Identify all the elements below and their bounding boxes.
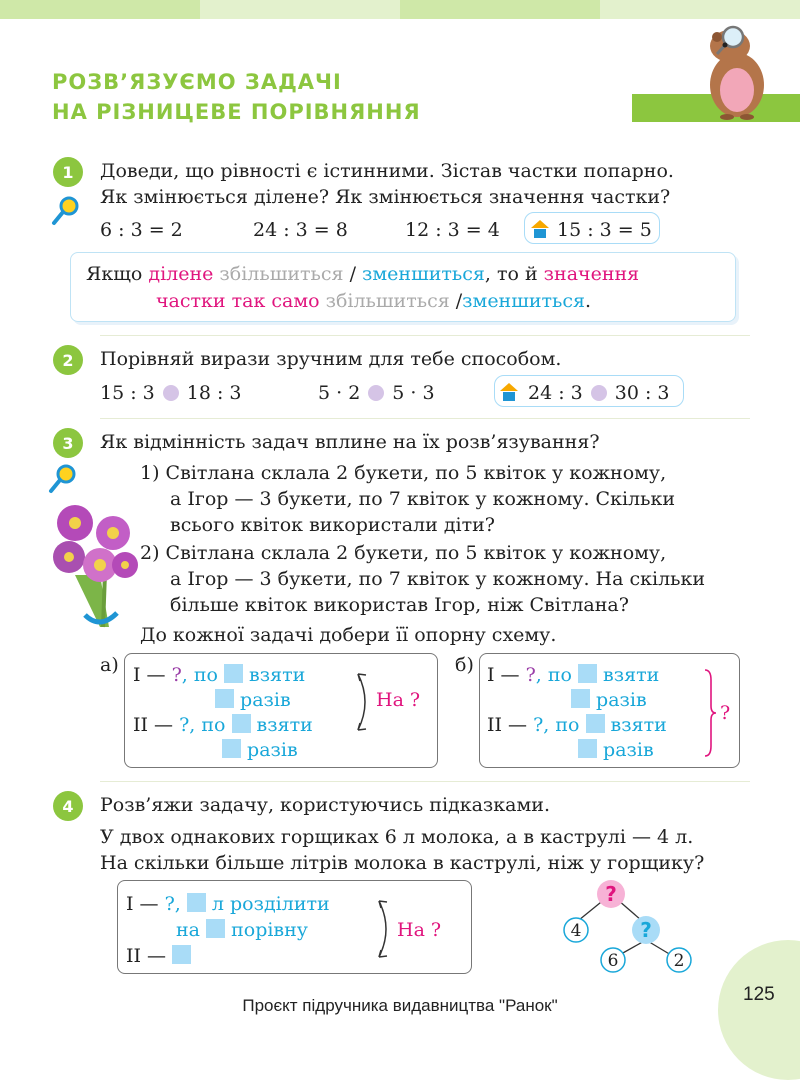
blank-box[interactable] [224, 664, 243, 683]
compare-placeholder[interactable] [368, 385, 384, 401]
top-bar-segment [200, 0, 400, 19]
unknown-mark: ? [164, 893, 175, 915]
capybara-mascot [695, 20, 775, 120]
scheme-row [126, 945, 191, 967]
top-bar-segment [400, 0, 600, 19]
scheme-text: ІІ — [133, 714, 180, 736]
scheme-row [176, 919, 308, 941]
scheme-row [215, 689, 291, 711]
page-number: 125 [743, 984, 775, 1005]
page-title-line1: РОЗВ’ЯЗУЄМО ЗАДАЧІ [52, 70, 342, 94]
blank-box[interactable] [232, 714, 251, 733]
compare-placeholder[interactable] [163, 385, 179, 401]
blank-box[interactable] [578, 739, 597, 758]
equation: 24 : 3 = 8 [253, 219, 348, 241]
rule-text: Якщо [86, 263, 149, 285]
scheme-text: І — [133, 664, 172, 686]
scheme-text: разів [596, 689, 647, 711]
scheme-text: разів [603, 739, 654, 761]
task-number-badge: 2 [53, 345, 83, 375]
rule-line1 [86, 263, 639, 285]
magnifier-icon [50, 195, 80, 229]
rule-text: частки так само [156, 290, 320, 312]
expression: 15 : 3 [100, 382, 155, 404]
compare-placeholder[interactable] [591, 385, 607, 401]
task-number-badge: 3 [53, 428, 83, 458]
top-bar-segment [0, 0, 200, 19]
scheme-text: І — [126, 893, 165, 915]
divider [100, 335, 750, 336]
problem1-line2: а Ігор — 3 букети, по 7 квіток у кожному. Скільки [170, 488, 676, 510]
task1-text-line2: Як змінюється ділене? Як змінюється значення частки? [100, 186, 671, 208]
comparison [100, 382, 242, 404]
scheme-text: на [176, 919, 200, 941]
top-bar-segment [600, 0, 800, 19]
expression: 5 · 3 [392, 382, 435, 404]
scheme-text: л розділити [205, 893, 330, 915]
blank-box[interactable] [586, 714, 605, 733]
blank-box[interactable] [172, 945, 191, 964]
blank-box[interactable] [578, 664, 597, 683]
unknown-mark: ? [179, 714, 190, 736]
scheme-row [133, 664, 305, 686]
task2-text: Порівняй вирази зручним для тебе способом. [100, 348, 562, 370]
rule-text: ділене [148, 263, 214, 285]
expression: 30 : 3 [614, 382, 670, 404]
unknown-mark: ? [525, 664, 536, 686]
scheme-row [578, 739, 654, 761]
scheme-label: а) [100, 654, 119, 676]
task3-instruction: До кожної задачі добери її опорну схему. [140, 624, 557, 646]
equation: 6 : 3 = 2 [100, 219, 183, 241]
house-icon [530, 219, 550, 239]
comparison [528, 382, 670, 404]
page-number-corner [718, 940, 800, 1080]
house-icon [499, 382, 519, 402]
scheme-row [487, 664, 659, 686]
problem2-line1: 2) Світлана склала 2 букети, по 5 квіток у кожному, [140, 542, 667, 564]
rule-text: зменшиться [362, 263, 485, 285]
scheme-text: , [174, 893, 181, 915]
task-number-badge: 1 [53, 157, 83, 187]
problem1-line1: 1) Світлана склала 2 букети, по 5 квіток у кожному, [140, 462, 667, 484]
rule-text: / [449, 290, 463, 312]
footer-publisher: Проєкт підручника видавництва "Ранок" [242, 996, 558, 1015]
double-arrow-icon [354, 670, 374, 734]
tree-leaf-label: 2 [673, 951, 685, 971]
expression: 18 : 3 [186, 382, 242, 404]
expression: 5 · 2 [318, 382, 361, 404]
rule-text: збільшиться [319, 290, 450, 312]
tree-mid-label: ? [640, 918, 652, 942]
rule-text: збільшиться [213, 263, 344, 285]
scheme-text: ІІ — [126, 945, 173, 967]
magnifier-icon [47, 463, 77, 497]
scheme-text: І — [487, 664, 526, 686]
task4-text: Розв’яжи задачу, користуючись підказками. [100, 794, 550, 816]
unknown-mark: ? [533, 714, 544, 736]
scheme-row [571, 689, 647, 711]
task3-text: Як відмінність задач вплине на їх розв’язування? [100, 431, 600, 453]
scheme-text: разів [240, 689, 291, 711]
task4-problem-line1: У двох однакових горщиках 6 л молока, а в каструлі — 4 л. [100, 826, 694, 848]
problem1-line3: всього квіток використали діти? [170, 514, 495, 536]
scheme-text: , по [181, 664, 225, 686]
unknown-mark: ? [171, 664, 182, 686]
double-arrow-icon [375, 897, 395, 961]
difference-label: На ? [397, 919, 442, 941]
rule-text: . [585, 290, 592, 312]
problem2-line2: а Ігор — 3 букети, по 7 квіток у кожному. На скільки [170, 568, 706, 590]
scheme-text: , по [543, 714, 586, 736]
blank-box[interactable] [215, 689, 234, 708]
rule-line2 [156, 290, 591, 312]
flower-bouquet-image [45, 495, 140, 640]
problem2-line3: більше квіток використав Ігор, ніж Світлана? [170, 594, 629, 616]
blank-box[interactable] [571, 689, 590, 708]
expression-tree-diagram [545, 870, 710, 980]
brace-icon [703, 668, 717, 758]
blank-box[interactable] [222, 739, 241, 758]
divider [100, 418, 750, 419]
tree-leaf-label: 4 [570, 921, 582, 941]
unknown-mark: ? [720, 702, 731, 724]
scheme-text: взяти [243, 664, 306, 686]
scheme-text: , по [189, 714, 232, 736]
scheme-text: взяти [604, 714, 667, 736]
page-title-line2: НА РІЗНИЦЕВЕ ПОРІВНЯННЯ [52, 100, 421, 124]
rule-text: , то й [484, 263, 544, 285]
scheme-text: ІІ — [487, 714, 534, 736]
equation: 12 : 3 = 4 [405, 219, 500, 241]
equation: 15 : 3 = 5 [557, 219, 652, 241]
scheme-text: разів [247, 739, 298, 761]
rule-text: / [343, 263, 363, 285]
scheme-text: взяти [250, 714, 313, 736]
task4-problem-line2: На скільки більше літрів молока в каструлі, ніж у горщику? [100, 852, 705, 874]
rule-text: значення [543, 263, 640, 285]
task-number-badge: 4 [53, 791, 83, 821]
scheme-text: взяти [597, 664, 660, 686]
scheme-text: порівну [225, 919, 308, 941]
scheme-row [133, 714, 313, 736]
scheme-text: , по [535, 664, 579, 686]
scheme-row [222, 739, 298, 761]
tree-root-label: ? [605, 882, 617, 906]
difference-label: На ? [376, 689, 421, 711]
blank-box[interactable] [187, 893, 206, 912]
scheme-row [487, 714, 667, 736]
task1-text-line1: Доведи, що рівності є істинними. Зістав частки попарно. [100, 160, 674, 182]
expression: 24 : 3 [528, 382, 583, 404]
tree-leaf-label: 6 [607, 951, 619, 971]
rule-text: зменшиться [462, 290, 586, 312]
blank-box[interactable] [206, 919, 225, 938]
scheme-row [126, 893, 330, 915]
scheme-label: б) [455, 654, 474, 676]
divider [100, 781, 750, 782]
comparison [318, 382, 435, 404]
